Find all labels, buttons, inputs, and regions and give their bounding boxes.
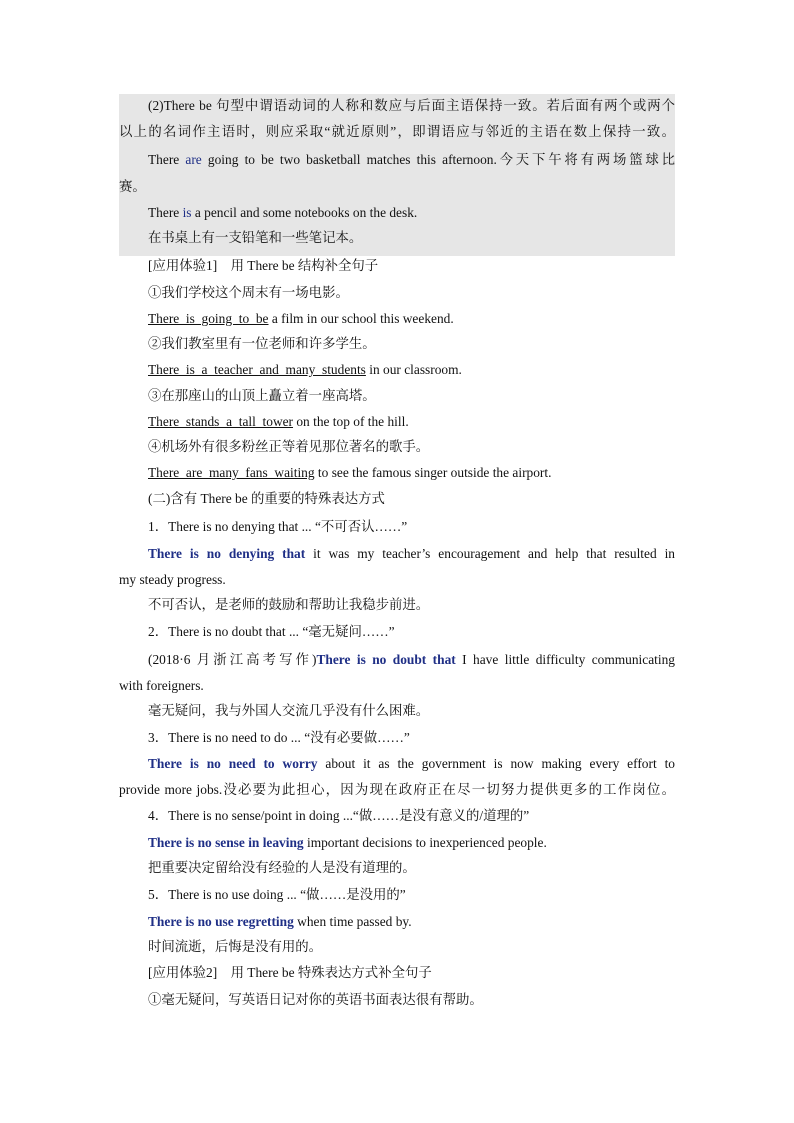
exercise-item-answer — [148, 310, 454, 328]
pattern-2-title: 2．There is no doubt that ... “毫无疑问……” — [148, 624, 395, 639]
example-text: when time passed by. — [293, 914, 412, 929]
exercise-item-cn: ①毫无疑问，写英语日记对你的英语书面表达很有帮助。 — [148, 992, 483, 1007]
pattern-highlight: There is no sense in leaving — [148, 835, 304, 850]
pattern-5-title: 5．There is no use doing ... “做……是没用的” — [148, 887, 406, 902]
pattern-highlight: There is no use regretting — [148, 914, 294, 929]
pattern-4-example — [148, 834, 547, 852]
exercise-item-cn: ④机场外有很多粉丝正等着见那位著名的歌手。 — [148, 439, 430, 454]
answer-rest: a film in our school this weekend. — [268, 311, 454, 326]
example-text: a pencil and some notebooks on the desk. — [191, 205, 418, 220]
example-text: I have little difficulty communicating — [455, 652, 675, 667]
example-text: about it as the government is now making every effort to — [317, 756, 676, 771]
answer-blank: There stands a tall tower — [148, 414, 294, 429]
pattern-3-example-cont: provide more jobs.没必要为此担心，因为现在政府正在尽一切努力提供更多的工作岗位。 — [119, 782, 675, 797]
example-2-cn: 在书桌上有一支铅笔和一些笔记本。 — [148, 230, 363, 245]
example-1-cont: 赛。 — [119, 179, 146, 194]
answer-blank: There are many fans waiting — [148, 465, 315, 480]
example-text: it was my teacher’s encouragement and help that resulted in — [305, 546, 676, 561]
answer-rest: in our classroom. — [365, 362, 462, 377]
pattern-2-example — [148, 651, 675, 669]
pattern-4-title: 4．There is no sense/point in doing ...“做……是没有意义的/道理的” — [148, 808, 530, 823]
answer-rest: to see the famous singer outside the airport. — [314, 465, 552, 480]
pattern-3-title: 3．There is no need to do ... “没有必要做……” — [148, 730, 410, 745]
section-heading: (二)含有 There be 的重要的特殊表达方式 — [148, 491, 385, 506]
rule-line-1: (2)There be 句型中谓语动词的人称和数应与后面主语保持一致。若后面有两个或两个 — [148, 98, 675, 113]
pattern-4-cn: 把重要决定留给没有经验的人是没有道理的。 — [148, 860, 416, 875]
answer-blank: There is a teacher and many students — [148, 362, 366, 377]
exercise-item-answer — [148, 413, 409, 431]
pattern-5-cn: 时间流逝，后悔是没有用的。 — [148, 939, 323, 954]
example-text: There — [148, 152, 186, 167]
answer-blank: There is going to be — [148, 311, 269, 326]
highlight-verb: are — [185, 152, 202, 167]
example-text: There — [148, 205, 183, 220]
exercise-item-cn: ②我们教室里有一位老师和许多学生。 — [148, 336, 376, 351]
example-text: important decisions to inexperienced people. — [303, 835, 547, 850]
pattern-2-example-cont: with foreigners. — [119, 678, 204, 693]
source-note: (2018·6 月浙江高考写作) — [148, 652, 317, 667]
pattern-1-example — [148, 545, 675, 563]
pattern-2-cn: 毫无疑问，我与外国人交流几乎没有什么困难。 — [148, 703, 430, 718]
pattern-3-example — [148, 755, 675, 773]
example-text: going to be two basketball matches this afternoon.今天下午将有两场篮球比 — [201, 152, 675, 167]
pattern-highlight: There is no denying that — [148, 546, 306, 561]
pattern-highlight: There is no need to worry — [148, 756, 318, 771]
exercise-item-cn: ③在那座山的山顶上矗立着一座高塔。 — [148, 388, 376, 403]
pattern-1-example-cont: my steady progress. — [119, 572, 226, 587]
example-1 — [148, 151, 675, 169]
pattern-5-example — [148, 913, 412, 931]
pattern-highlight: There is no doubt that — [316, 652, 456, 667]
highlight-verb: is — [182, 205, 192, 220]
exercise-item-answer — [148, 361, 462, 379]
exercise-1-heading: [应用体验1] 用 There be 结构补全句子 — [148, 258, 379, 273]
pattern-1-cn: 不可否认，是老师的鼓励和帮助让我稳步前进。 — [148, 597, 430, 612]
example-2 — [148, 204, 417, 222]
pattern-1-title: 1．There is no denying that ... “不可否认……” — [148, 519, 408, 534]
exercise-2-heading: [应用体验2] 用 There be 特殊表达方式补全句子 — [148, 965, 432, 980]
exercise-item-answer — [148, 464, 551, 482]
exercise-item-cn: ①我们学校这个周末有一场电影。 — [148, 285, 349, 300]
answer-rest: on the top of the hill. — [293, 414, 409, 429]
rule-line-2: 以上的名词作主语时，则应采取“就近原则”，即谓语应与邻近的主语在数上保持一致。 — [119, 124, 675, 139]
